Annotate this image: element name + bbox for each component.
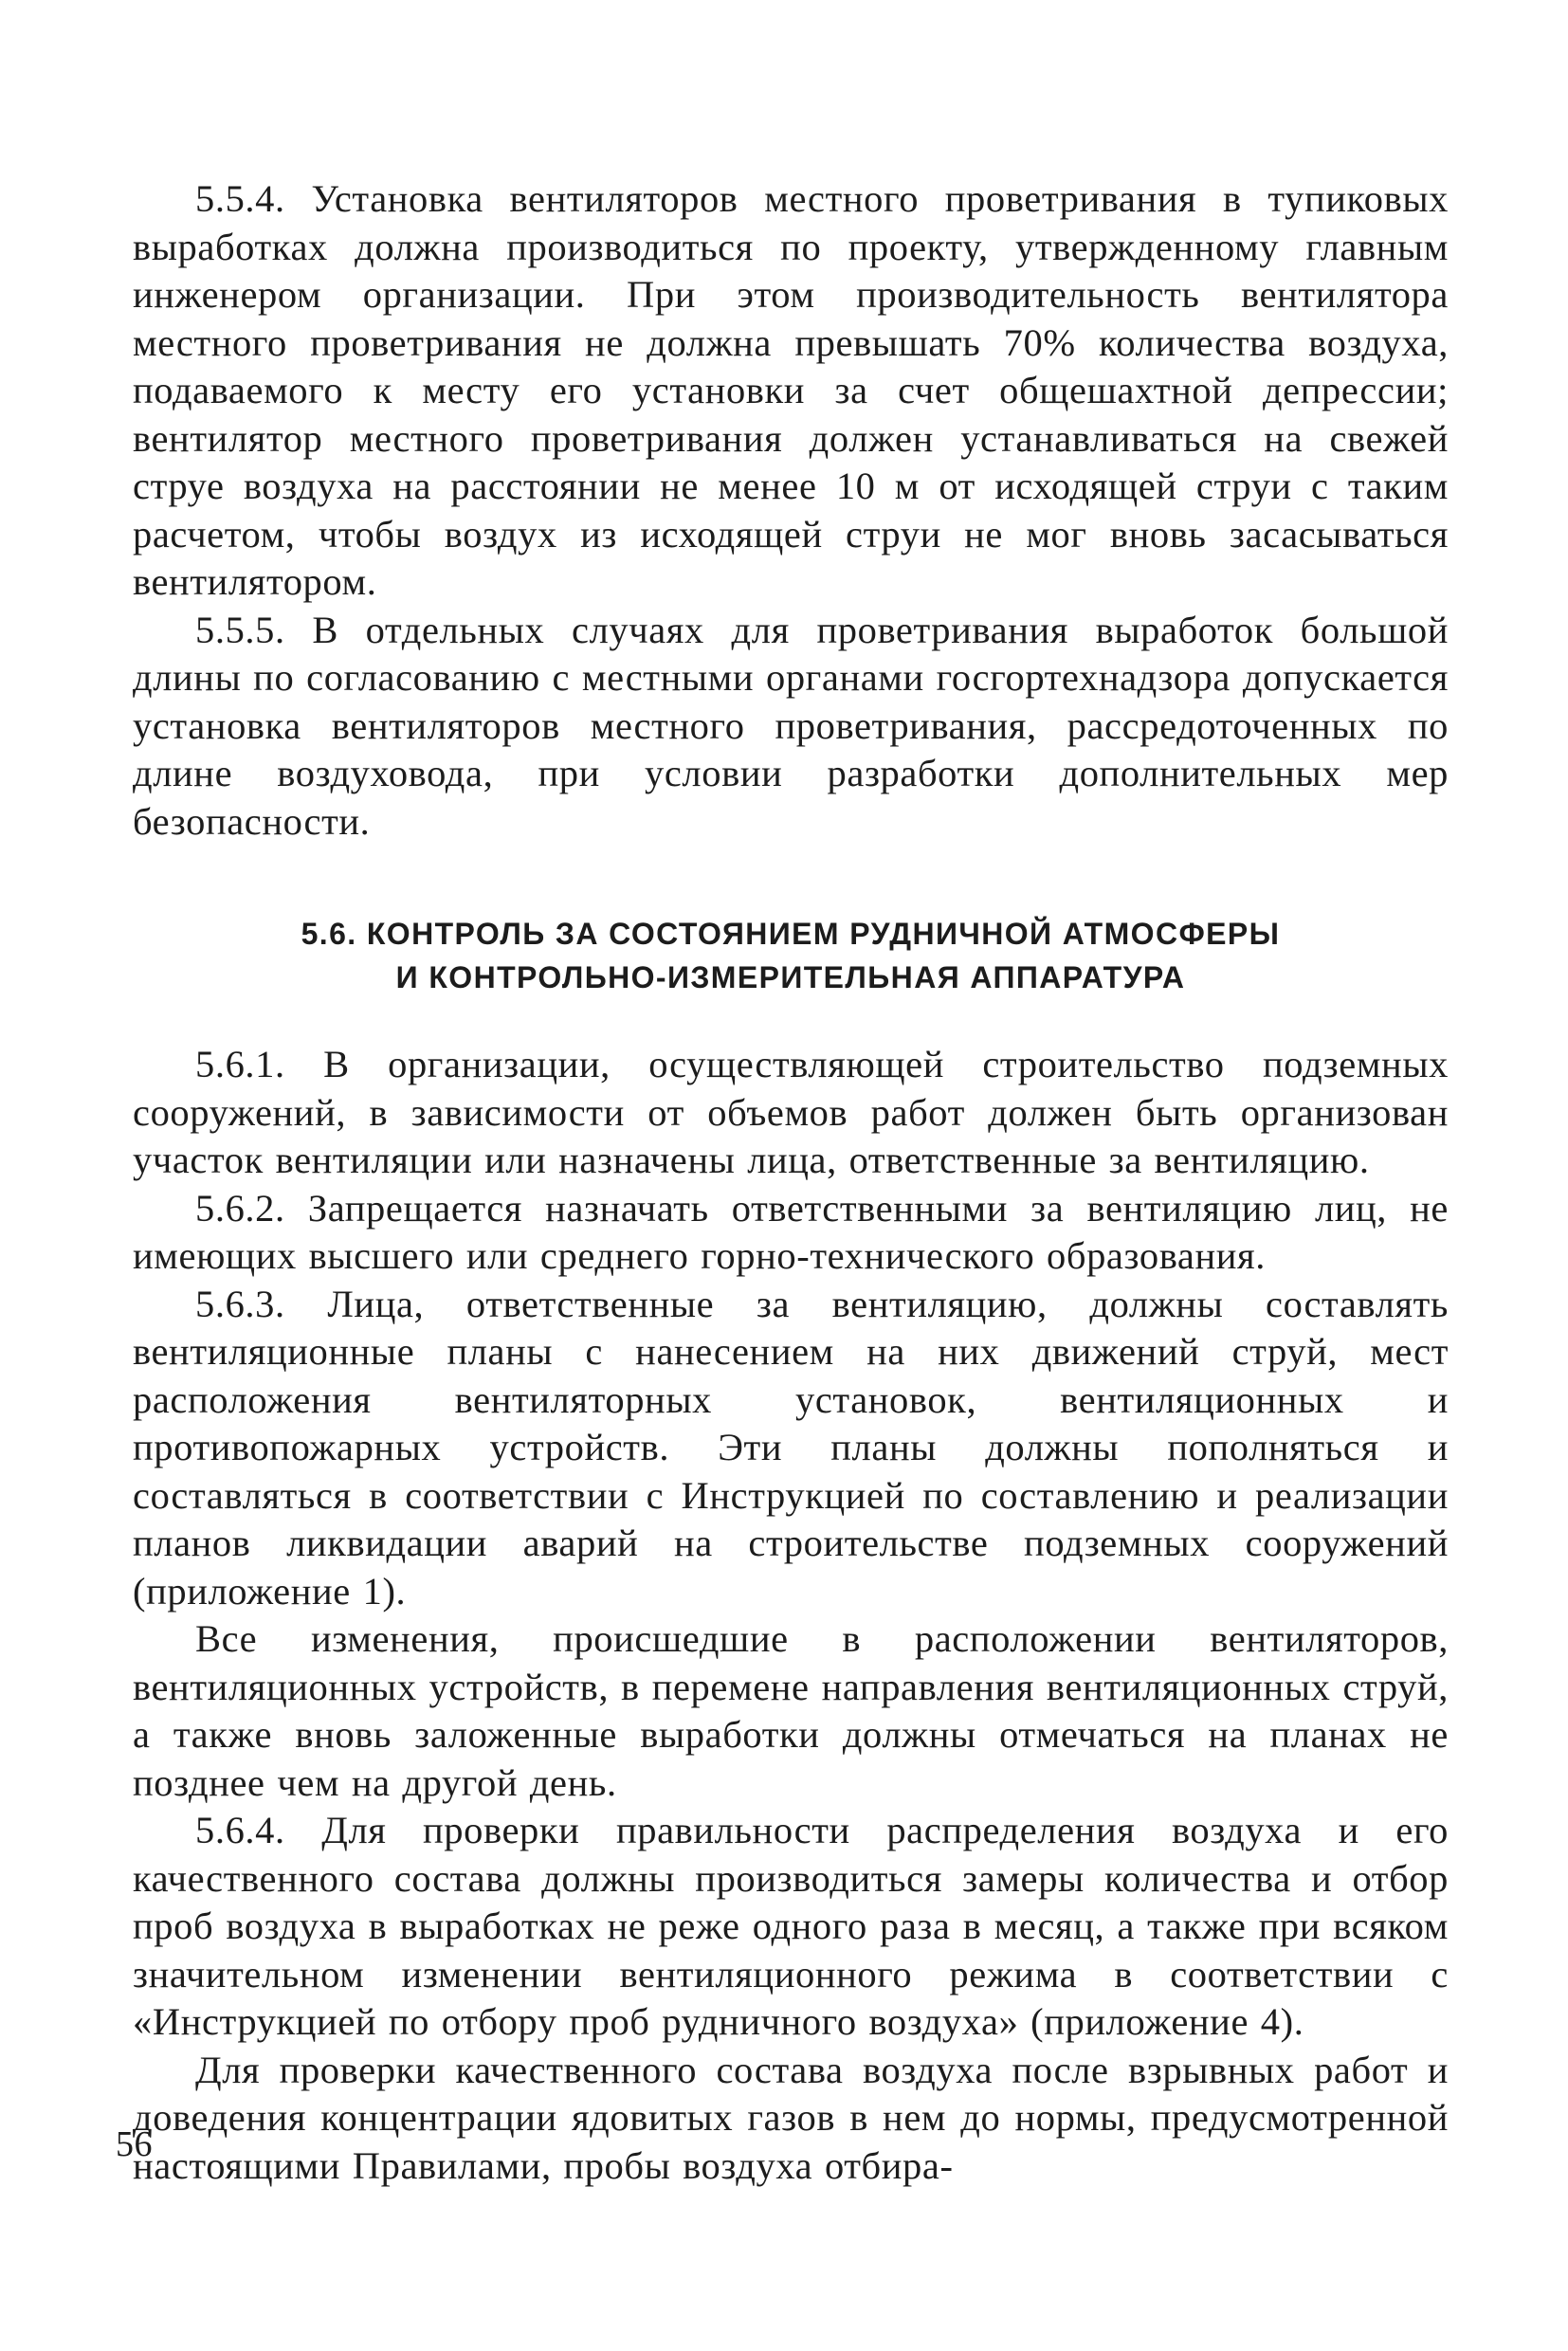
spacer xyxy=(133,846,1449,912)
section-heading-line-1: 5.6. КОНТРОЛЬ ЗА СОСТОЯНИЕМ РУДНИЧНОЙ АТМОСФЕРЫ xyxy=(301,917,1281,951)
paragraph-5-5-5: 5.5.5. В отдельных случаях для проветривания выработок большой длины по согласованию с местными органами госгортехнадзора допускается установка вентиляторов местного проветривания, рассредоточенных по длине воздуховода, при условии разработки дополнительных мер безопасности. xyxy=(133,608,1449,843)
paragraph-blasting: Для проверки качественного состава воздуха после взрывных работ и доведения концентрации ядовитых газов в нем до нормы, предусмотренной настоящими Правилами, пробы воздуха отбира- xyxy=(133,2048,1449,2187)
spacer xyxy=(133,999,1449,1041)
paragraph-5-6-2: 5.6.2. Запрещается назначать ответственными за вентиляцию лиц, не имеющих высшего или среднего горно-технического образования. xyxy=(133,1186,1449,1277)
paragraph-5-6-3: 5.6.3. Лица, ответственные за вентиляцию, должны составлять вентиляционные планы с нанесением на них движений струй, мест расположения вентиляторных установок, вентиляционных и противопожарных устройств. Эти планы должны пополняться и составляться в соответствии с Инструкцией по составлению и реализации планов ликвидации аварий на строительстве подземных сооружений (приложение 1). xyxy=(133,1282,1449,1613)
paragraph-5-6-4: 5.6.4. Для проверки правильности распределения воздуха и его качественного состава должны производиться замеры количества и отбор проб воздуха в выработках не реже одного раза в месяц, а также при всяком значительном изменении вентиляционного режима в соответствии с «Инструкцией по отбору проб рудничного воздуха» (приложение 4). xyxy=(133,1809,1449,2043)
paragraph-changes: Все изменения, происшедшие в расположении вентиляторов, вентиляционных устройств, в перемене направления вентиляционных струй, а также вновь заложенные выработки должны отмечаться на планах не позднее чем на другой день. xyxy=(133,1617,1449,1804)
section-heading-line-2: И КОНТРОЛЬНО-ИЗМЕРИТЕЛЬНАЯ АППАРАТУРА xyxy=(395,960,1186,994)
paragraph-5-5-4: 5.5.4. Установка вентиляторов местного проветривания в тупиковых выработках должна производиться по проекту, утвержденному главным инженером организации. При этом производительность вентилятора местного проветривания не должна превышать 70% количества воздуха, подаваемого к месту его установки за счет общешахтной депрессии; вентилятор местного проветривания должен устанавливаться на свежей струе воздуха на расстоянии не менее 10 м от исходящей струи с таким расчетом, чтобы воздух из исходящей струи не мог вновь засасываться вентилятором. xyxy=(133,177,1449,603)
section-heading-5-6 xyxy=(133,912,1449,999)
document-page xyxy=(133,175,1449,2190)
page-number: 56 xyxy=(116,2124,153,2164)
paragraph-5-6-1: 5.6.1. В организации, осуществляющей строительство подземных сооружений, в зависимости от объемов работ должен быть организован участок вентиляции или назначены лица, ответственные за вентиляцию. xyxy=(133,1043,1449,1181)
